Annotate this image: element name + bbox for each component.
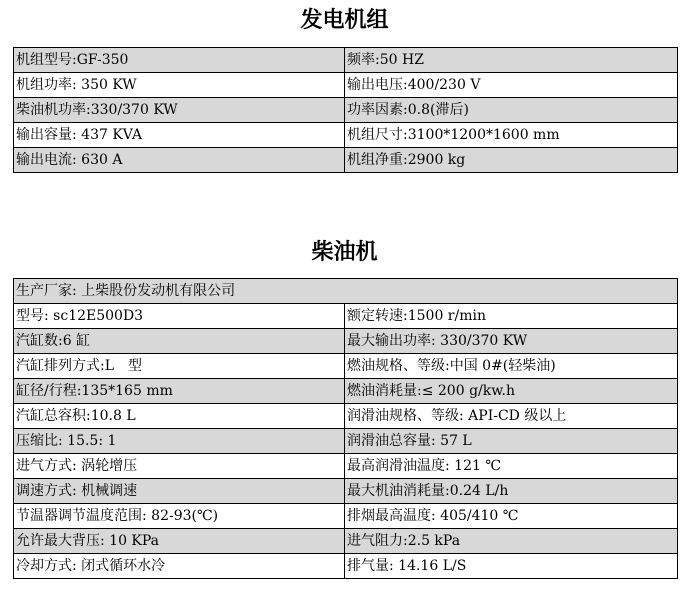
- genset-title: 发电机组: [300, 7, 389, 33]
- spec-cell: 汽缸排列方式:L 型: [14, 354, 345, 379]
- spec-cell: 汽缸数:6 缸: [14, 329, 345, 354]
- spec-cell: 缸径/行程:135*165 mm: [14, 379, 345, 404]
- table-row: [14, 479, 678, 504]
- genset-spec-table: [13, 47, 678, 173]
- table-row: [14, 98, 678, 123]
- spec-cell: 进气方式: 涡轮增压: [14, 454, 345, 479]
- table-row: [14, 329, 678, 354]
- spec-cell: 压缩比: 15.5: 1: [14, 429, 345, 454]
- spec-cell: 机组净重:2900 kg: [345, 148, 678, 173]
- spec-cell: 燃油消耗量:≤ 200 g/kw.h: [345, 379, 678, 404]
- spec-cell: 排烟最高温度: 405/410 ℃: [345, 504, 678, 529]
- spec-cell: 最大输出功率: 330/370 KW: [345, 329, 678, 354]
- table-row: [14, 354, 678, 379]
- spec-cell: 功率因素:0.8(滞后): [345, 98, 678, 123]
- spec-cell: 机组功率: 350 KW: [14, 73, 345, 98]
- spec-cell: 输出容量: 437 KVA: [14, 123, 345, 148]
- spec-cell: 输出电压:400/230 V: [345, 73, 678, 98]
- spec-cell: 燃油规格、等级:中国 0#(轻柴油): [345, 354, 678, 379]
- spec-cell: 允许最大背压: 10 KPa: [14, 529, 345, 554]
- spec-cell: 调速方式: 机械调速: [14, 479, 345, 504]
- table-row: [14, 404, 678, 429]
- spec-cell: 润滑油总容量: 57 L: [345, 429, 678, 454]
- table-row: [14, 148, 678, 173]
- spec-cell: 进气阻力:2.5 kPa: [345, 529, 678, 554]
- table-row: [14, 73, 678, 98]
- table-row: [14, 279, 678, 304]
- table-row: [14, 554, 678, 579]
- spec-cell: 输出电流: 630 A: [14, 148, 345, 173]
- spec-cell: 节温器调节温度范围: 82-93(℃): [14, 504, 345, 529]
- table-row: [14, 48, 678, 73]
- engine-spec-table: [13, 278, 678, 579]
- engine-title: 柴油机: [311, 239, 378, 265]
- spec-cell: 排气量: 14.16 L/S: [345, 554, 678, 579]
- spec-cell: 最大机油消耗量:0.24 L/h: [345, 479, 678, 504]
- spec-cell: 最高润滑油温度: 121 ℃: [345, 454, 678, 479]
- table-row: [14, 379, 678, 404]
- table-row: [14, 123, 678, 148]
- spec-cell: 机组型号:GF-350: [14, 48, 345, 73]
- table-row: [14, 429, 678, 454]
- spec-cell: 汽缸总容积:10.8 L: [14, 404, 345, 429]
- table-row: [14, 529, 678, 554]
- manufacturer-cell: 生产厂家: 上柴股份发动机有限公司: [14, 279, 678, 304]
- spec-cell: 额定转速:1500 r/min: [345, 304, 678, 329]
- spec-cell: 型号: sc12E500D3: [14, 304, 345, 329]
- spec-cell: 柴油机功率:330/370 KW: [14, 98, 345, 123]
- spec-cell: 冷却方式: 闭式循环水冷: [14, 554, 345, 579]
- table-row: [14, 504, 678, 529]
- spec-cell: 频率:50 HZ: [345, 48, 678, 73]
- spec-cell: 润滑油规格、等级: API-CD 级以上: [345, 404, 678, 429]
- spec-cell: 机组尺寸:3100*1200*1600 mm: [345, 123, 678, 148]
- table-row: [14, 304, 678, 329]
- table-row: [14, 454, 678, 479]
